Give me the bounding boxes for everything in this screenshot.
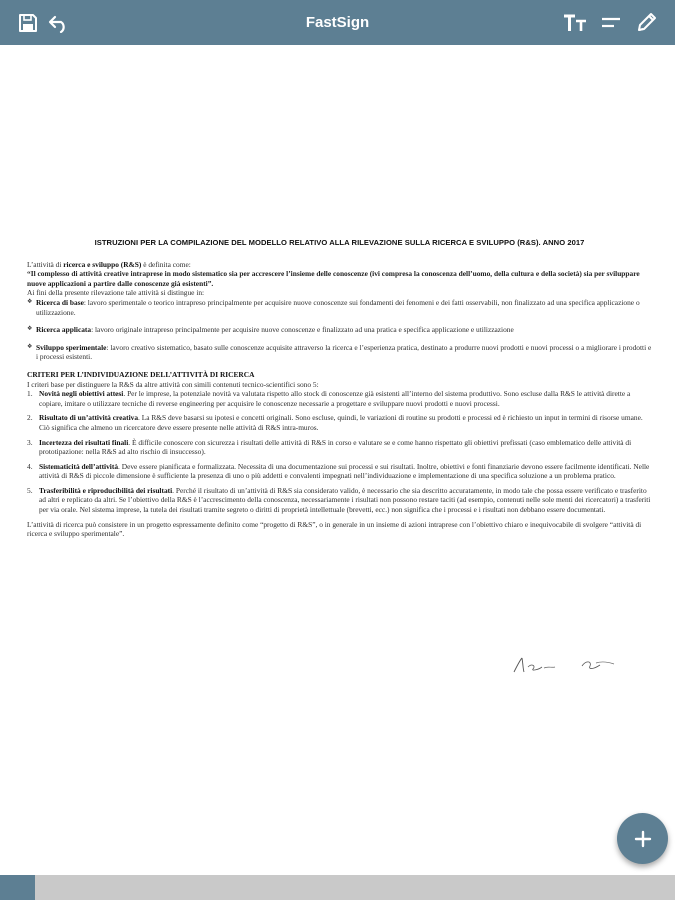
activity-list — [27, 298, 652, 362]
intro-line: L’attività di ricerca e sviluppo (R&S) è definita come: — [27, 259, 191, 269]
list-item: 5. Trasferibilità e riproducibilità dei risultati. Perché il risultato di un’attività di R&S sia considerato valido, è necessario che sia descritto accuratamente, in modo tale che possa essere verificato e trasferito ad altri e replicato da altri. Se l’obiettivo della R&S è l’accrescimento della conoscenza, necessariamente i risultati non possono restare taciti (ad esempio, contenuti nelle sole menti dei ricercatori) a trasferiti per via orale. Nel sistema imprese, la tutela dei risultati tramite segreto o diritti di proprietà intellettuale (brevetti, ecc.) non significa che i processi e i risultati non debbano essere documentati. — [27, 485, 651, 515]
criteria-intro: I criteri base per distinguere la R&S da altre attività con simili contenuti tecnico-scientifici sono 5: — [27, 379, 319, 389]
list-item: ❖ Ricerca applicata: lavoro originale intrapreso principalmente per acquisire nuove conoscenze e finalizzato ad una pratica e specifica applicazione e utilizzazione — [27, 325, 652, 335]
bottom-scrollbar[interactable] — [0, 875, 675, 900]
list-item: 1. Novità negli obiettivi attesi. Per le imprese, la potenziale novità va valutata rispetto allo stock di conoscenze già esistenti all’interno del sistema produttivo. Sono escluse dalla R&S le attività dirette a copiare, imitare o utilizzare tecniche di reverse engineering per acquisire le conoscenze necessarie a progettare e sviluppare nuovi prodotti e nuovi processi. — [27, 389, 631, 408]
app-title: FastSign — [305, 14, 370, 31]
definition-quote: “Il complesso di attività creative intraprese in modo sistematico sia per accrescere l’insieme delle conoscenze (ivi compresa la conoscenza dell’uomo, della cultura e della società) sia per sviluppare nuove applicazioni a partire dalle conoscenze già esistenti”. — [27, 269, 640, 288]
list-item: 3. Incertezza dei risultati finali. È difficile conoscere con sicurezza i risultati delle attività di R&S in corso e valutare se e come hanno rispettato gli obiettivi prefissati (caso emblematico delle attività di prototipazione: nella R&S ad alto rischio di insuccesso). — [27, 437, 632, 457]
list-item: 2. Risultato di un’attività creativa. La R&S deve basarsi su ipotesi e concetti originali. Sono escluse, quindi, le variazioni di routine su prodotti e processi ed è richiesto un input in termini di risorse umane. Ciò significa che almeno un ricercatore deve essere presente nelle attività di R&S intra-muros. — [27, 413, 643, 432]
closing-paragraph: L’attività di ricerca può consistere in un progetto espressamente definito come “progetto di R&S”, o in generale in un insieme di azioni intraprese con l’obiettivo chiaro e inequivocabile di svolgere “attività di ricerca e sviluppo sperimentale”. — [27, 519, 642, 539]
app-toolbar — [0, 0, 675, 45]
line-icon[interactable] — [598, 0, 624, 45]
list-item: 4. Sistematicità dell’attività. Deve essere pianificata e formalizzata. Necessita di una documentazione sui processi e sui risultati. Inoltre, obiettivi e fonti finanziarie devono essere facilmente identificati. Nelle attività di R&S di piccole dimensione è sufficiente la presenza di uno o più addetti e convalenti impegnati nell’individuazione e implementazione di una specifica soluzione a un problema pratico. — [27, 461, 650, 481]
document-page[interactable] — [27, 238, 652, 539]
list-item: ❖ Ricerca di base: lavoro sperimentale o teorico intrapreso principalmente per acquisire nuove conoscenze sui fondamenti dei fenomeni e dei fatti osservabili, non finalizzato ad una specifica applicazione o utilizzazione. — [27, 298, 652, 317]
pencil-icon[interactable] — [632, 0, 660, 45]
scrollbar-thumb[interactable] — [0, 875, 35, 900]
criteria-list — [27, 389, 652, 515]
criteria-heading: CRITERI PER L’INDIVIDUAZIONE DELL’ATTIVITÀ DI RICERCA — [27, 369, 255, 379]
save-icon[interactable] — [14, 0, 42, 45]
list-item: ❖ Sviluppo sperimentale: lavoro creativo sistematico, basato sulle conoscenze acquisite attraverso la ricerca e l’esperienza pratica, destinato a produrre nuovi prodotti e nuovi processi o a migliorare i prodotti e i processi esistenti. — [27, 343, 652, 362]
add-button[interactable] — [617, 813, 668, 864]
plus-icon — [634, 830, 652, 848]
purpose-line: Ai fini della presente rilevazione tale attività si distingue in: — [27, 288, 205, 298]
document-title: ISTRUZIONI PER LA COMPILAZIONE DEL MODELLO RELATIVO ALLA RILEVAZIONE SULLA RICERCA E SVILUPPO (R&S). ANNO 2017 — [94, 238, 585, 247]
signature-image — [508, 654, 618, 676]
text-size-icon[interactable] — [561, 0, 589, 45]
undo-icon[interactable] — [44, 0, 74, 45]
